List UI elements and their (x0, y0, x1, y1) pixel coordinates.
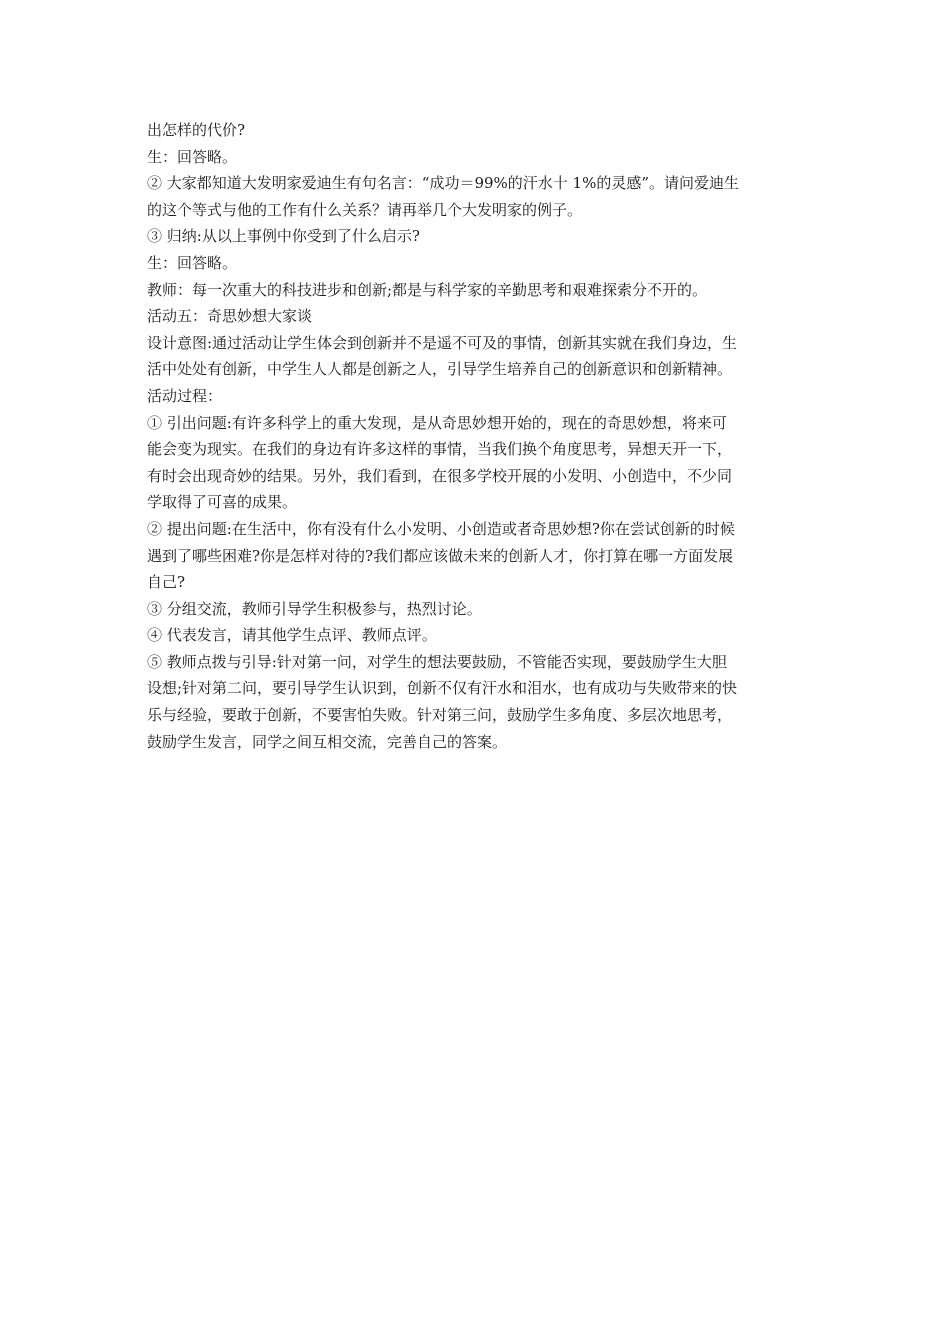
document-body (147, 117, 812, 755)
text-line: ⑤ 教师点拨与引导:针对第一问，对学生的想法要鼓励，不管能否实现，要鼓励学生大胆 (147, 652, 727, 671)
text-line: 乐与经验，要敢于创新，不要害怕失败。针对第三问，鼓励学生多角度、多层次地思考， (147, 706, 733, 725)
text-line: 活中处处有创新，中学生人人都是创新之人，引导学生培养自己的创新意识和创新精神。 (147, 360, 733, 379)
text-line: 的这个等式与他的工作有什么关系？请再举几个大发明家的例子。 (147, 200, 583, 219)
text-line: 遇到了哪些困难?你是怎样对待的?我们都应该做未来的创新人才，你打算在哪一方面发展 (147, 546, 734, 565)
text-line: 生：回答略。 (147, 253, 238, 272)
text-line: 出怎样的代价? (147, 121, 246, 139)
text-line: ① 引出问题:有许多科学上的重大发现，是从奇思妙想开始的，现在的奇思妙想，将来可 (147, 413, 727, 432)
text-line: 生：回答略。 (147, 147, 238, 166)
text-line: 能会变为现实。在我们的身边有许多这样的事情，当我们换个角度思考，异想天开一下， (147, 440, 733, 459)
text-line: 活动过程： (147, 386, 223, 405)
text-line: 教师：每一次重大的科技进步和创新;都是与科学家的辛勤思考和艰难探索分不开的。 (147, 280, 708, 299)
text-line: 自己? (147, 573, 186, 592)
text-line: ③ 归纳:从以上事例中你受到了什么启示? (147, 227, 420, 246)
text-line: 设计意图:通过活动让学生体会到创新并不是遥不可及的事情，创新其实就在我们身边，生 (147, 333, 738, 352)
section-heading: 活动五：奇思妙想大家谈 (147, 307, 313, 326)
text-line: 有时会出现奇妙的结果。另外，我们看到，在很多学校开展的小发明、小创造中，不少同 (147, 466, 733, 485)
text-line: 学取得了可喜的成果。 (147, 493, 298, 512)
text-line: ③ 分组交流，教师引导学生积极参与，热烈讨论。 (147, 599, 482, 618)
text-line: ② 提出问题:在生活中，你有没有什么小发明、小创造或者奇思妙想?你在尝试创新的时候 (147, 519, 735, 538)
text-line: 鼓励学生发言，同学之间互相交流，完善自己的答案。 (147, 732, 508, 751)
text-line: 设想;针对第二问，要引导学生认识到，创新不仅有汗水和泪水，也有成功与失败带来的快 (147, 679, 738, 698)
text-line: ④ 代表发言，请其他学生点评、教师点评。 (147, 626, 437, 645)
text-line: ② 大家都知道大发明家爱迪生有句名言：“成功＝99%的汗水十 1%的灵感”。请问爱迪生 (147, 174, 740, 193)
